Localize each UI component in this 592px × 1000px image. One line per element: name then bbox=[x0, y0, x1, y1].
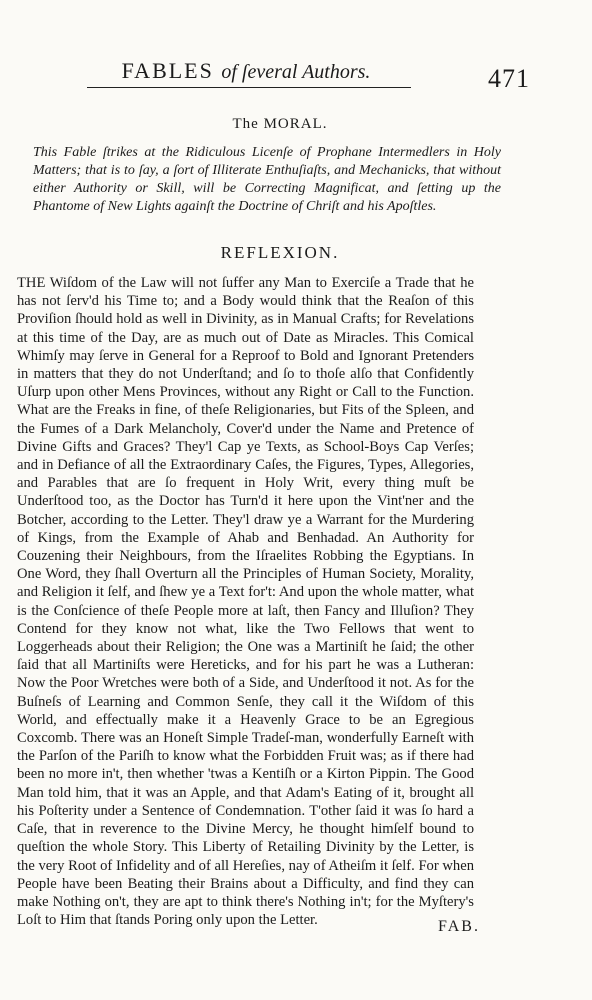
moral-paragraph: This Fable ſtrikes at the Ridiculous Licenſe of Prophane Intermedlers in Holy Matters; that is to ſay, a ſort of Illiterate Enthuſiaſts, and Mechanicks, that without either Authority or Skill, will be Correcting Magnificat, and ſetting up the Phantome of New Lights againſt the Doctrine of Chriſt and his Apoſtles. bbox=[33, 145, 501, 214]
catchword: FAB. bbox=[438, 918, 480, 935]
running-head-subtitle: of ſeveral Authors. bbox=[221, 61, 371, 83]
moral-heading: The MORAL. bbox=[232, 116, 328, 132]
reflexion-heading: REFLEXION. bbox=[220, 243, 340, 262]
header-rule bbox=[87, 87, 411, 88]
page-number: 471 bbox=[488, 64, 530, 93]
running-head-title: FABLES bbox=[121, 58, 214, 83]
running-head bbox=[100, 58, 392, 85]
reflexion-paragraph: THE Wiſdom of the Law will not ſuffer any Man to Exerciſe a Trade that he has not ſerv'd his Time to; and a Body would think that the Reaſon of this Proviſion ſhould hold as well in Divinity, as in Manual Crafts; for Revelations at this time of the Day, are as much out of Date as Miracles. This Comical Whimſy may ſerve in General for a Reproof to Bold and Ignorant Pretenders in matters that they do not Underſtand; and ſo to thoſe alſo that Confidently Uſurp upon other Mens Provinces, without any Right or Call to the Function. What are the Freaks in fine, of theſe Religionaries, but Fits of the Spleen, and the Fumes of a Dark Melancholy, Cover'd under the Name and Pretence of Divine Gifts and Graces? They'l Cap ye Texts, as School-Boys Cap Verſes; and in Defiance of all the Extraordinary Caſes, the Figures, Types, Allegories, and Parables that are ſo frequent in Holy Writ, every thing muſt be Underſtood too, as the Doctor has Turn'd it here upon the Vint'ner and the Botcher, according to the Letter. They'l draw ye a Warrant for the Murdering of Kings, from the Example of Ahab and Benhadad. An Authority for Couzening their Neighbours, from the Iſraelites Robbing the Egyptians. In One Word, they ſhall Overturn all the Principles of Human Society, Morality, and Religion it ſelf, and ſhew ye a Text for't: And upon the whole matter, what is the Conſcience of theſe People more at laſt, then Fancy and Illuſion? They Contend for they know not what, like the Two Fellows that went to Loggerheads about their Religion; the One was a Martiniſt he ſaid; the other ſaid that all Martiniſts were Hereticks, and for his part he was a Lutheran: Now the Poor Wretches were both of a Side, and Underſtood it not. As for the Buſneſs of Learning and Common Senſe, they call it the Wiſdom of this World, and effectually make it a Heavenly Grace to be an Egregious Coxcomb. There was an Honeſt Simple Tradeſ-man, wonderfully Earneſt with the Parſon of the Pariſh to know what the Forbidden Fruit was; as if there had been no more in't, then whether 'twas a Kentiſh or a Kirton Pippin. The Good Man told him, that it was an Apple, and that Adam's Eating of it, brought all his Poſterity under a Sentence of Condemnation. T'other ſaid it was ſo hard a Caſe, that in reverence to the Divine Mercy, he thought himſelf bound to queſtion the whole Story. This Liberty of Retailing Divinity by the Letter, is the very Root of Infidelity and of all Hereſies, nay of Atheiſm it ſelf. For when People have been Beating their Brains about a Difficulty, and find they can make Nothing on't, they are apt to think there's Nothing in't; for the Myſtery's Loſt to Him that ſtands Poring only upon the Letter. bbox=[17, 275, 474, 929]
